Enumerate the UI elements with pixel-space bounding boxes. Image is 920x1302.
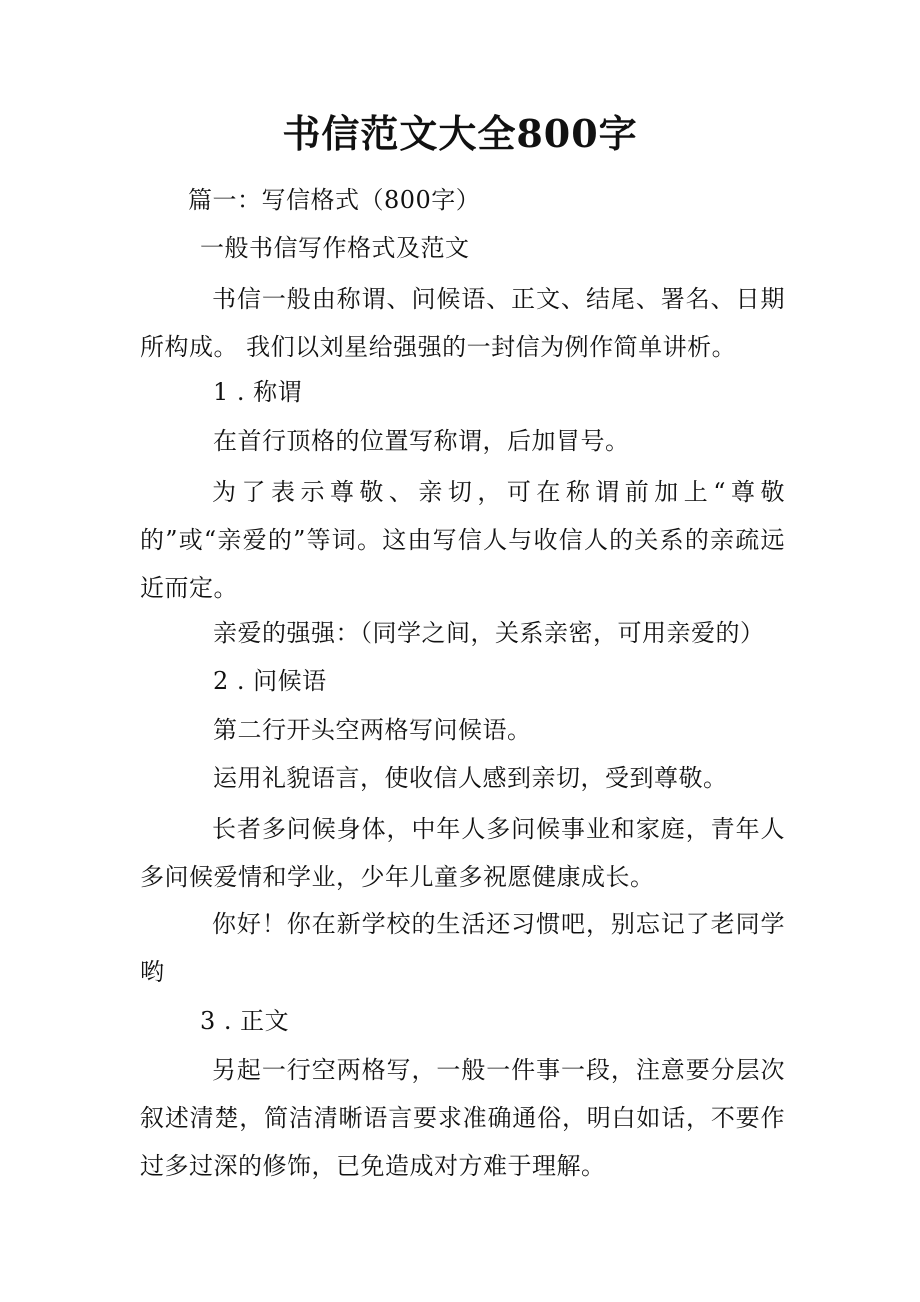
item1-example: 亲爱的强强：（同学之间，关系亲密，可用亲爱的） <box>213 619 765 647</box>
item2-paragraph-3 <box>140 805 785 901</box>
intro-paragraph <box>140 275 785 371</box>
item2-paragraph-3-text: 长者多问候身体，中年人多问候事业和家庭，青年人多问候爱情和学业，少年儿童多祝愿健康成长。 <box>140 815 785 891</box>
document-title: 书信范文大全800字 <box>282 111 638 156</box>
item2-example-text: 你好！你在新学校的生活还习惯吧，别忘记了老同学哟 <box>140 910 785 986</box>
item2-paragraph-1: 第二行开头空两格写问候语。 <box>213 716 532 744</box>
item1-title: 1 . 称谓 <box>213 378 303 406</box>
item2-paragraph-2: 运用礼貌语言，使收信人感到亲切，受到尊敬。 <box>213 764 728 792</box>
section-heading: 篇一：写信格式（800字） <box>188 186 481 214</box>
subheading: 一般书信写作格式及范文 <box>200 234 470 262</box>
item1-paragraph-1: 在首行顶格的位置写称谓，后加冒号。 <box>213 427 630 455</box>
intro-text: 书信一般由称谓、问候语、正文、结尾、署名、日期所构成。 我们以刘星给强强的一封信为例作简单讲析。 <box>140 285 785 361</box>
item3-paragraph-1 <box>140 1046 785 1190</box>
item1-paragraph-2-text: 为了表示尊敬、亲切，可在称谓前加上“尊敬的”或“亲爱的”等词。这由写信人与收信人的关系的亲疏远近而定。 <box>140 478 785 602</box>
item3-paragraph-1-text: 另起一行空两格写，一般一件事一段，注意要分层次叙述清楚，简洁清晰语言要求准确通俗，明白如话，不要作过多过深的修饰，已免造成对方难于理解。 <box>140 1056 785 1180</box>
item1-paragraph-2 <box>140 468 785 612</box>
item3-title: 3 . 正文 <box>200 1007 290 1035</box>
item2-example <box>140 900 785 996</box>
item2-title: 2 . 问候语 <box>213 667 327 695</box>
